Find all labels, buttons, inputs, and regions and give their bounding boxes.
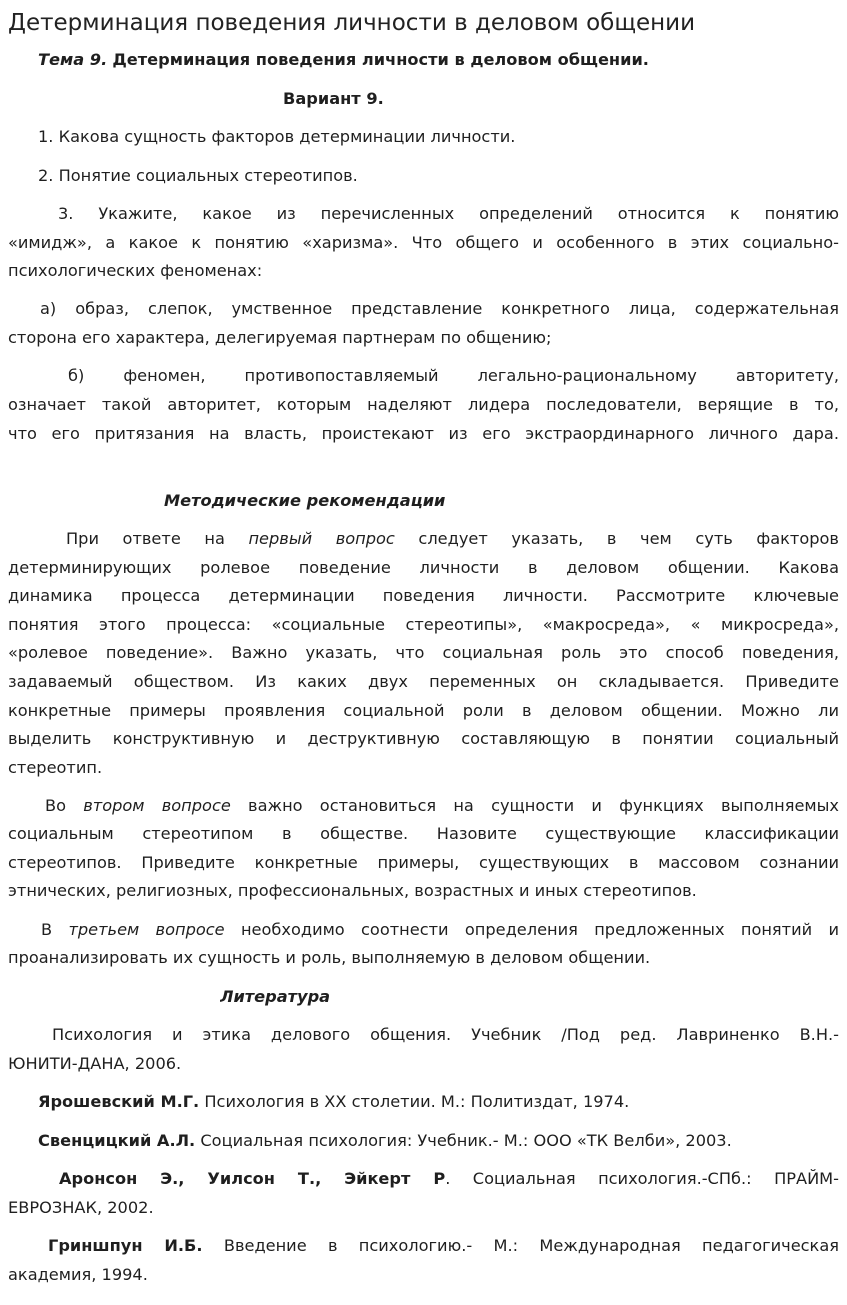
option-b-line: что его притязания на власть, проистекают из его экстраординарного личного дара. — [8, 424, 839, 443]
question-1: 1. Какова сущность факторов детерминации личности. — [38, 127, 516, 146]
recommendation-line: В третьем вопросе необходимо соотнести определения предложенных понятий и — [41, 920, 839, 939]
literature-item: Свенцицкий А.Л. Социальная психология: Учебник.- М.: ООО «ТК Велби», 2003. — [38, 1131, 732, 1150]
literature-author: Свенцицкий А.Л. — [38, 1131, 196, 1150]
option-a-line: а) образ, слепок, умственное представление конкретного лица, содержательная — [40, 299, 839, 318]
literature-item: ЮНИТИ-ДАНА, 2006. — [8, 1054, 182, 1073]
recommendation-line: этнических, религиозных, профессиональных, возрастных и иных стереотипов. — [8, 881, 697, 900]
page-title: Детерминация поведения личности в деловом общении — [8, 10, 696, 36]
recommendation-line: выделить конструктивную и деструктивную составляющую в понятии социальный — [8, 729, 839, 748]
literature-item: Ярошевский М.Г. Психология в ХХ столетии. М.: Политиздат, 1974. — [38, 1092, 630, 1111]
literature-author: Гриншпун И.Б. — [48, 1236, 203, 1255]
literature-item: Гриншпун И.Б. Введение в психологию.- М.: Международная педагогическая — [48, 1236, 839, 1255]
recommendation-line: детерминирующих ролевое поведение личности в деловом общении. Какова — [8, 558, 839, 577]
literature-item: академия, 1994. — [8, 1265, 148, 1284]
question-3-line: 3. Укажите, какое из перечисленных определений относится к понятию — [58, 204, 839, 223]
recommendations-heading: Методические рекомендации — [164, 491, 446, 510]
literature-item: Аронсон Э., Уилсон Т., Эйкерт Р. Социальная психология.-СПб.: ПРАЙМ- — [59, 1169, 839, 1188]
literature-author: Аронсон Э., Уилсон Т., Эйкерт Р — [59, 1169, 446, 1188]
option-a-line: сторона его характера, делегируемая партнерам по общению; — [8, 328, 552, 347]
recommendation-line: понятия этого процесса: «социальные стереотипы», «макросреда», « микросреда», — [8, 615, 839, 634]
literature-item: Психология и этика делового общения. Учебник /Под ред. Лавриненко В.Н.- — [52, 1025, 839, 1044]
recommendation-line: «ролевое поведение». Важно указать, что социальная роль это способ поведения, — [8, 643, 839, 662]
recommendation-line: задаваемый обществом. Из каких двух переменных он складывается. Приведите — [8, 672, 839, 691]
question-2: 2. Понятие социальных стереотипов. — [38, 166, 358, 185]
topic-line — [38, 50, 839, 72]
recommendation-line: конкретные примеры проявления социальной роли в деловом общении. Можно ли — [8, 701, 839, 720]
question-3-line: «имидж», а какое к понятию «харизма». Что общего и особенного в этих социально- — [8, 233, 839, 252]
recommendation-line: Во втором вопросе важно остановиться на сущности и функциях выполняемых — [45, 796, 839, 815]
recommendation-line: стереотипов. Приведите конкретные примеры, существующих в массовом сознании — [8, 853, 839, 872]
recommendation-line: стереотип. — [8, 758, 103, 777]
variant-heading: Вариант 9. — [283, 89, 384, 108]
recommendation-line: динамика процесса детерминации поведения личности. Рассмотрите ключевые — [8, 586, 839, 605]
topic-label: Тема 9. — [38, 50, 108, 69]
recommendation-line: При ответе на первый вопрос следует указать, в чем суть факторов — [66, 529, 839, 548]
literature-item: ЕВРОЗНАК, 2002. — [8, 1198, 154, 1217]
recommendation-line: проанализировать их сущность и роль, выполняемую в деловом общении. — [8, 948, 651, 967]
topic-title: Детерминация поведения личности в деловом общении. — [112, 50, 649, 69]
recommendation-line: социальным стереотипом в обществе. Назовите существующие классификации — [8, 824, 839, 843]
literature-author: Ярошевский М.Г. — [38, 1092, 200, 1111]
literature-heading: Литература — [220, 987, 331, 1006]
option-b-line: означает такой авторитет, которым наделяют лидера последователи, верящие в то, — [8, 395, 839, 414]
question-3-line: психологических феноменах: — [8, 261, 263, 280]
option-b-line: б) феномен, противопоставляемый легально-рациональному авторитету, — [68, 366, 839, 385]
